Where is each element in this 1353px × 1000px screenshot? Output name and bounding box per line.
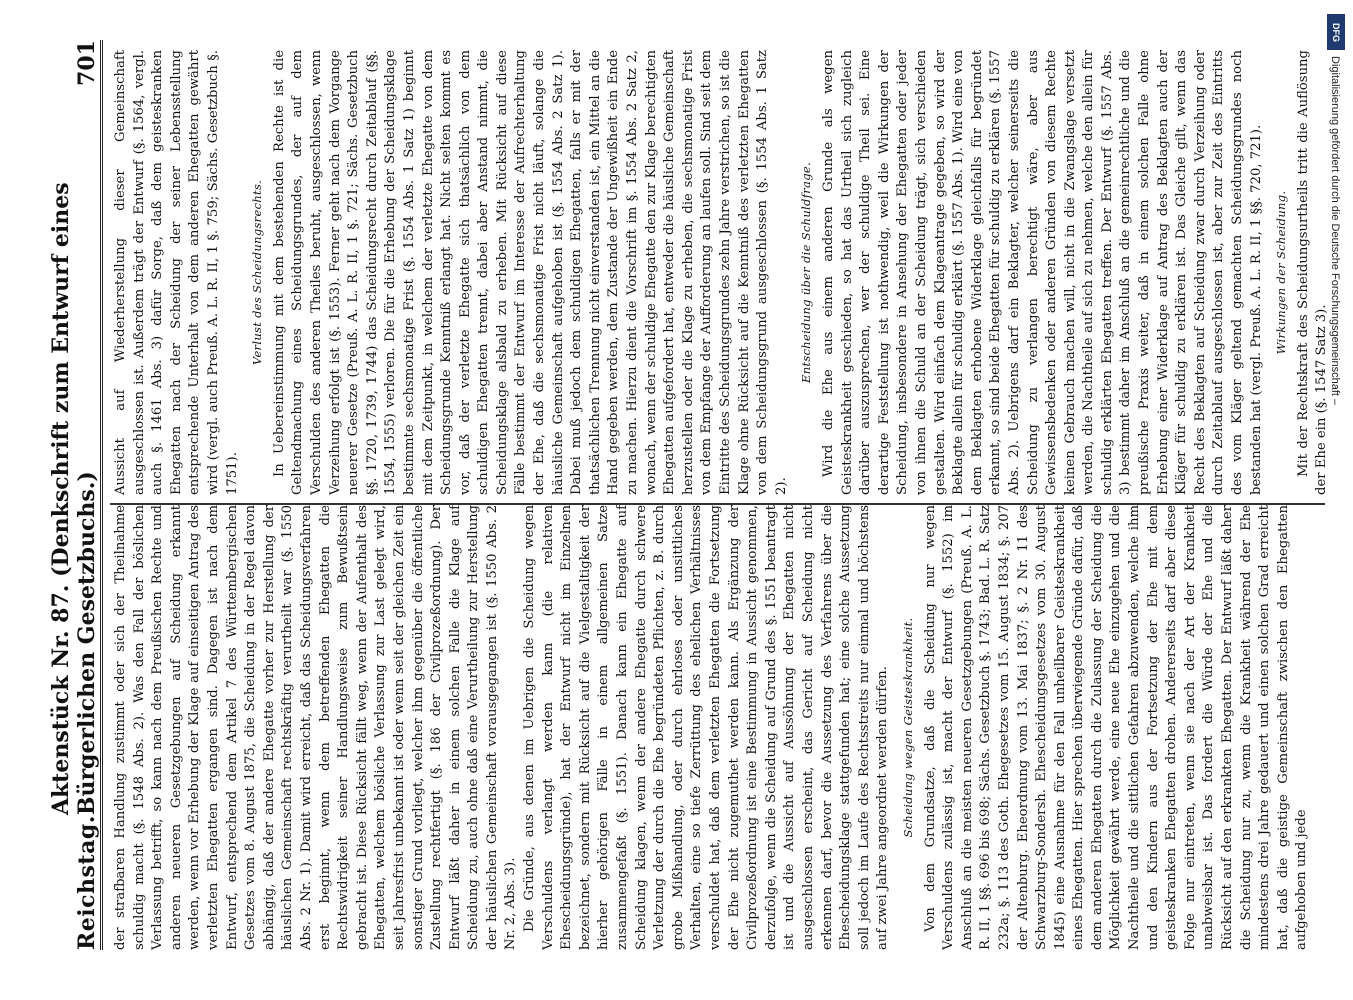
right-column bbox=[112, 50, 1332, 495]
paragraph: Mit der Rechtskraft des Scheidungsurtheils tritt die Auflösung der Ehe ein (§. 1547 Satz 3). bbox=[1295, 50, 1330, 495]
paragraph: Wird die Ehe aus einem anderen Grunde als wegen Geisteskrankheit geschieden, so hat das Urtheil sich zugleich darüber auszusprechen, wer der schuldige Theil sei. Eine derartige Feststellung ist nothwendig, weil die Wirkungen der Scheidung, insbesondere in Ansehung der Ehegatten oder jeder von ihnen die Schuld an der Scheidung trägt, sich verschieden gestalten. Wird einfach dem Klageantrage gegeben, so wird der Beklagte allein für schuldig erklärt (§. 1557 Abs. 1). Wird eine von dem Beklagten erhobene Widerklage gleichfalls für begründet erkannt, so sind beide Ehegatten für schuldig zu erklären (§. 1557 Abs. 2). Uebrigens darf ein Beklagter, welcher seinerseits die Scheidung zu verlangen berechtigt wäre, aber aus Gewissensbedenken oder anderen Gründen von diesem Rechte keinen Gebrauch machen will, nicht in die Zwangslage versetzt werden, die Nachtheile auf sich zu nehmen, welche den allein für schuldig erklärten Ehegatten treffen. Der Entwurf (§. 1557 Abs. 3) bestimmt daher im Anschluß an die gemeinrechtliche und die preußische Praxis weiter, daß in einem solchen Falle ohne Erhebung einer Widerklage auf Antrag des Beklagten auch der Kläger für schuldig zu erklären ist. Das Gleiche gilt, wenn das Recht des Beklagten auf Scheidung zwar durch Verzeihung oder durch Zeitablauf ausgeschlossen ist, aber zur Zeit des Eintritts des vom Kläger geltend gemachten Scheidungsgrundes noch bestanden hat (vergl. Preuß. A. L. R. II, 1 §§. 720, 721). bbox=[820, 50, 1264, 495]
section-heading: Wirkungen der Scheidung. bbox=[1274, 190, 1289, 355]
dfg-logo: DFG bbox=[1327, 14, 1345, 50]
left-column bbox=[112, 505, 1312, 950]
paragraph: der strafbaren Handlung zustimmt oder sich der Theilnahme schuldig macht (§. 1548 Abs. 2). Was den Fall der böslichen Verlassung betrifft, so kann nach dem Preußischen Rechte und anderen neueren Gesetzgebungen auf Scheidung erkannt werden, wenn vor Erhebung der Klage auf einseitigen Antrag des verletzten Ehegatten ergangen sind. Dagegen ist nach dem Entwurf, entsprechend dem Artikel 7 des Württembergischen Gesetzes vom 8. August 1875, die Scheidung in der Regel davon abhängig, daß der andere Ehegatte vorher zur Herstellung der häuslichen Gemeinschaft rechtskräftig verurtheilt war (§. 1550 Abs. 2 Nr. 1). Damit wird erreicht, daß das Scheidungsverfahren erst beginnt, wenn dem betreffenden Ehegatten die Rechtswidrigkeit seiner Handlungsweise zum Bewußtsein gebracht ist. Diese Rücksicht fällt weg, wenn der Aufenthalt des Ehegatten, welchem bösliche Verlassung zur Last gelegt wird, seit Jahresfrist unbekannt ist oder wenn seit der gleichen Zeit ein sonstiger Grund vorliegt, welcher ihm gegenüber die öffentliche Zustellung rechtfertigt (§. 186 der Civilprozeßordnung). Der Entwurf läßt daher in einem solchen Falle die Klage auf Scheidung zu, auch ohne daß eine Verurtheilung zur Herstellung der häuslichen Gemeinschaft vorausgegangen ist (§. 1550 Abs. 2 Nr. 2, Abs. 3). bbox=[113, 505, 519, 950]
digitization-credit: Digitalisierung gefördert durch die Deutsche Forschungsgemeinschaft – bbox=[1329, 56, 1341, 406]
section-heading: Entscheidung über die Schuldfrage. bbox=[799, 162, 814, 383]
page-header bbox=[48, 40, 103, 950]
paragraph: In Uebereinstimmung mit dem bestehenden Rechte ist die Geltendmachung eines Scheidungsgrundes, der auf dem Verschulden des anderen Theiles beruht, ausgeschlossen, wenn Verzeihung erfolgt ist (§. 1553). Ferner geht nach dem Vorgange neuerer Gesetze (Preuß. A. L. R. II, 1 §. 721; Sächs. Gesetzbuch §§. 1720, 1739, 1744) das Scheidungsrecht durch Zeitablauf (§§. 1554, 1555) verloren. Die für die Erhebung der Scheidungsklage bestimmte sechsmonatige Frist (§. 1554 Abs. 1 Satz 1) beginnt mit dem Zeitpunkt, in welchem der verletzte Ehegatte von dem Scheidungsgrunde Kenntniß erlangt hat. Nicht selten kommt es vor, daß der verletzte Ehegatte sich thatsächlich von dem schuldigen Ehegatten trennt, dabei aber Anstand nimmt, die Scheidungsklage alsbald zu erheben. Mit Rücksicht auf diese Fälle bestimmt der Entwurf im Interesse der Aufrechterhaltung der Ehe, daß die sechsmonatige Frist nicht läuft, solange die häusliche Gemeinschaft aufgehoben ist (§. 1554 Abs. 2 Satz 1). Dabei muß jedoch dem schuldigen Ehegatten, falls er mit der thatsächlichen Trennung nicht einverstanden ist, ein Mittel an die Hand gegeben werden, dem Zustande der Ungewißheit ein Ende zu machen. Hierzu dient die Vorschrift im §. 1554 Abs. 2 Satz 2, wonach, wenn der schuldige Ehegatte den zur Klage berechtigten Ehegatten aufgefordert hat, entweder die häusliche Gemeinschaft herzustellen oder die Klage zu erheben, die sechsmonatige Frist von dem Empfange der Aufforderung an laufen soll. Sind seit dem Eintritte des Scheidungsgrundes zehn Jahre verstrichen, so ist die Klage ohne Rücksicht auf die Kenntniß des verletzten Ehegatten von dem Scheidungsgrund ausgeschlossen (§. 1554 Abs. 1 Satz 2). bbox=[271, 50, 789, 495]
column-divider bbox=[110, 503, 1325, 505]
header-left: Reichstag. bbox=[74, 815, 100, 950]
paragraph: Von dem Grundsatze, daß die Scheidung nur wegen Verschuldens zulässig ist, macht der Entwurf (§. 1552) im Anschluß an die meisten neueren Gesetzgebungen (Preuß. A. L. R. II, 1 §§. 696 bis 698; Sächs. Gesetzbuch §. 1743; Bad. L. R. Satz 232a; §. 113 des Goth. Ehegesetzes vom 15. August 1834; §. 207 der Altenburg. Eheordnung vom 13. Mai 1837; §. 2 Nr. 11 des Schwarzburg-Sondersh. Ehescheidungsgesetzes vom 30. August 1845) eine Ausnahme für den Fall unheilbarer Geisteskrankheit eines Ehegatten. Hier sprechen überwiegende Gründe dafür, daß dem anderen Ehegatten durch die Zulassung der Scheidung die Möglichkeit gewährt werde, eine neue Ehe einzugehen und die Nachtheile und die sittlichen Gefahren abzuwenden, welche ihm und den Kindern aus der Fortsetzung der Ehe mit dem geisteskranken Ehegatten drohen. Andererseits darf aber diese Folge nur eintreten, wenn sie nach der Art der Krankheit unabweisbar ist. Das fordert die Würde der Ehe und die Rücksicht auf den erkrankten Ehegatten. Der Entwurf läßt daher die Scheidung nur zu, wenn die Krankheit während der Ehe mindestens drei Jahre gedauert und einen solchen Grad erreicht hat, daß die geistige Gemeinschaft zwischen den Ehegatten aufgehoben und jede bbox=[922, 505, 1310, 950]
section-heading: Scheidung wegen Geisteskrankheit. bbox=[900, 617, 915, 838]
section-heading: Verlust des Scheidungsrechts. bbox=[250, 179, 265, 366]
side-credit bbox=[1321, 8, 1349, 988]
paragraph: Aussicht auf Wiederherstellung dieser Gemeinschaft ausgeschlossen ist. Außerdem trägt der Entwurf (§. 1564, vergl. auch §. 1461 Abs. 3) dafür Sorge, daß dem geisteskranken Ehegatten nach der Scheidung der seiner Lebensstellung entsprechende Unterhalt von dem anderen Ehegatten gewährt wird (vergl. auch Preuß. A. L. R. II, 1 §. 759; Sächs. Gesetzbuch §. 1751). bbox=[113, 50, 240, 495]
header-title: Aktenstück Nr. 87. (Denkschrift zum Entwurf eines Bürgerlichen Gesetzbuchs.) bbox=[48, 182, 100, 816]
paragraph: Die Gründe, aus denen im Uebrigen die Scheidung wegen Verschuldens verlangt werden kann (die relativen Ehescheidungsgründe), hat der Entwurf nicht im Einzelnen bezeichnet, sondern mit Rücksicht auf die Vielgestaltigkeit der hierher gehörigen Fälle in einem allgemeinen Satze zusammengefaßt (§. 1551). Danach kann ein Ehegatte auf Scheidung klagen, wenn der andere Ehegatte durch schwere Verletzung der durch die Ehe begründeten Pflichten, z. B. durch grobe Mißhandlung, oder durch ehrloses oder unsittliches Verhalten, eine so tiefe Zerrüttung des ehelichen Verhältnisses verschuldet hat, daß dem verletzten Ehegatten die Fortsetzung der Ehe nicht zugemuthet werden kann. Als Ergänzung der Civilprozeßordnung ist eine Bestimmung in Aussicht genommen, derzufolge, wenn die Scheidung auf Grund des §. 1551 beantragt ist und die Aussicht auf Aussöhnung der Ehegatten nicht ausgeschlossen erscheint, das Gericht auf Scheidung nicht erkennen darf, bevor die Aussetzung des Verfahrens über die Ehescheidungsklage stattgefunden hat; eine solche Aussetzung soll jedoch im Laufe des Rechtsstreits nur einmal und höchstens auf zwei Jahre angeordnet werden dürfen. bbox=[522, 505, 891, 950]
page-number: 701 bbox=[74, 40, 100, 86]
